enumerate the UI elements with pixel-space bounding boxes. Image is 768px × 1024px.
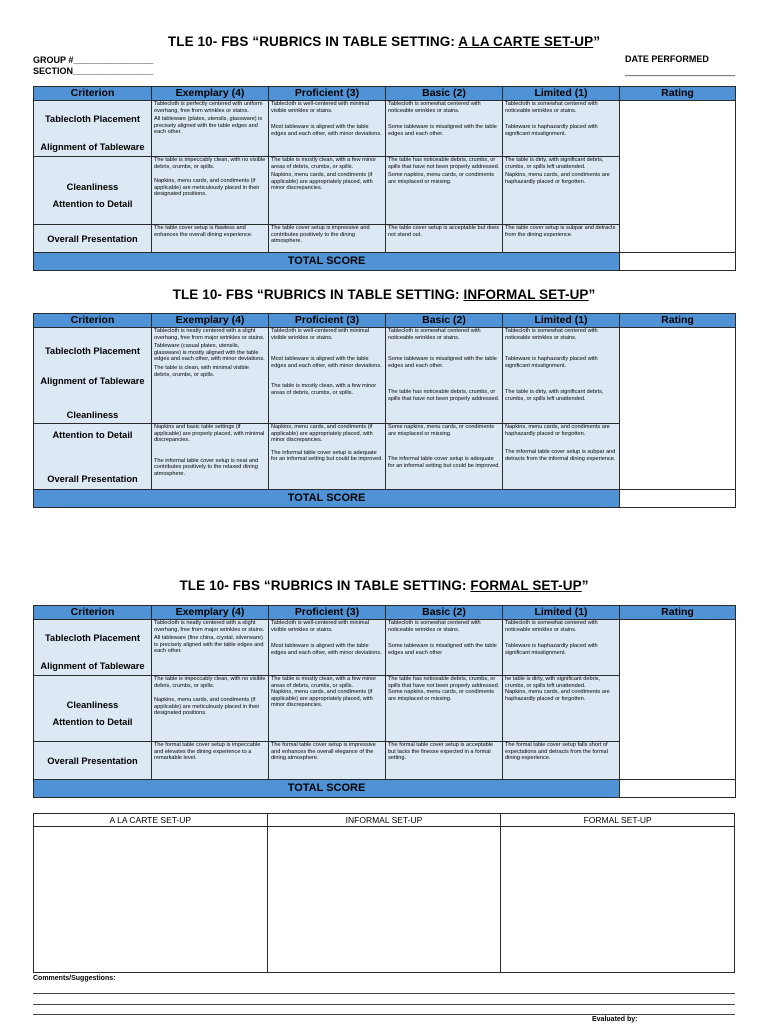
col-basic: Basic (2) — [386, 606, 503, 620]
descriptor: All tableware (plates, utensils, glassware) is precisely aligned with the table edges and each other. — [154, 116, 263, 136]
descriptor-cell — [152, 157, 269, 225]
header-row — [34, 814, 735, 827]
descriptor: Napkins, menu cards, and condiments (if applicable) are appropriately placed, with minor discrepancies. — [271, 172, 373, 192]
descriptor-cell — [269, 676, 386, 742]
rubric-table-informal — [33, 313, 736, 508]
col-criterion: Criterion — [34, 87, 152, 101]
section-label: SECTION________________ — [33, 66, 154, 76]
descriptor: Tableware is haphazardly placed with significant misalignment. — [505, 643, 598, 656]
descriptor: Tableware is haphazardly placed with significant misalignment. — [505, 124, 598, 137]
rubric1-title: TLE 10- FBS “RUBRICS IN TABLE SETTING: A LA CARTE SET-UP” — [167, 34, 601, 49]
table-row — [34, 827, 735, 973]
total-score-cell[interactable] — [620, 490, 736, 508]
descriptor: The informal table cover setup is neat and contributes positively to the relaxed dining atmosphere. — [154, 457, 259, 477]
descriptor: Most tableware is aligned with the table edges and each other, with minor deviations. — [271, 356, 382, 369]
descriptor: Napkins, menu cards, and condiments are haphazardly placed or forgotten. — [505, 424, 610, 437]
descriptor-cell — [152, 424, 269, 490]
criterion-label: Overall Presentation — [47, 755, 138, 766]
total-score-label: TOTAL SCORE — [34, 780, 620, 798]
descriptor: he table is dirty, with significant debris, crumbs, or spills left unattended. — [505, 676, 601, 689]
comments-label: Comments/Suggestions: — [33, 975, 116, 982]
descriptor: Some napkins, menu cards, or condiments are misplaced or missing. — [388, 689, 495, 702]
col-a-la-carte: A LA CARTE SET-UP — [34, 814, 268, 827]
descriptor: The table is impeccably clean, with no visible debris, crumbs, or spills. — [154, 157, 266, 170]
criterion-label: Attention to Detail — [52, 199, 133, 209]
descriptor: The formal table cover setup falls short of expectations and detracts from the formal dining experience. — [505, 742, 608, 762]
header-row — [34, 606, 736, 620]
descriptor: The table is dirty, with significant debris, crumbs, or spills left unattended. — [505, 157, 604, 170]
criterion-label: Cleanliness — [66, 182, 119, 192]
comment-line[interactable] — [33, 993, 735, 994]
descriptor: Napkins, menu cards, and condiments are haphazardly placed or forgotten. — [505, 172, 610, 185]
total-score-label: TOTAL SCORE — [34, 490, 620, 508]
total-score-row — [34, 490, 736, 508]
descriptor: The table is mostly clean, with a few minor areas of debris, crumbs, or spills. — [271, 383, 377, 396]
criterion-cell — [34, 676, 152, 742]
descriptor-cell — [152, 742, 269, 780]
descriptor: Tableware is haphazardly placed with significant misalignment. — [505, 356, 598, 369]
col-rating: Rating — [620, 314, 736, 328]
col-basic: Basic (2) — [386, 87, 503, 101]
total-score-cell[interactable] — [620, 780, 736, 798]
criterion-label: Overall Presentation — [47, 233, 138, 244]
total-score-label: TOTAL SCORE — [34, 253, 620, 271]
criterion-cell — [34, 328, 152, 424]
col-proficient: Proficient (3) — [269, 606, 386, 620]
criterion-label: Cleanliness — [66, 700, 119, 710]
descriptor-cell — [386, 225, 503, 253]
rating-cell[interactable] — [620, 620, 736, 780]
criterion-label: Tablecloth Placement — [45, 113, 140, 124]
descriptor: Tablecloth is somewhat centered with noticeable wrinkles or stains. — [388, 620, 481, 633]
descriptor: The informal table cover setup is subpar and detracts from the informal dining experience. — [505, 449, 616, 462]
descriptor-cell — [503, 424, 620, 490]
descriptor: Tableware (casual plates, utensils, glassware) is mostly aligned with the table edges and each other, with minor deviations. — [154, 343, 265, 363]
col-formal: FORMAL SET-UP — [501, 814, 735, 827]
criterion-label: Alignment of Tableware — [40, 141, 145, 152]
descriptor: The table has noticeable debris, crumbs, or spills that have not been properly addressed. — [388, 676, 500, 689]
descriptor: Napkins, menu cards, and condiments (if applicable) are appropriately placed, with minor discrepancies. — [271, 424, 373, 444]
col-exemplary: Exemplary (4) — [152, 87, 269, 101]
a-la-carte-box[interactable] — [34, 827, 268, 973]
criterion-label: Tablecloth Placement — [45, 345, 140, 356]
descriptor: Some tableware is misaligned with the table edges and each other. — [388, 124, 497, 137]
descriptor: The informal table cover setup is adequate for an informal setting but could be improved. — [388, 456, 500, 469]
descriptor-cell — [152, 101, 269, 157]
date-performed-blank: ______________________ — [625, 66, 736, 76]
descriptor-cell — [269, 101, 386, 157]
descriptor: Tablecloth is somewhat centered with noticeable wrinkles or stains. — [388, 101, 481, 114]
header-row — [34, 87, 736, 101]
descriptor: Tablecloth is neatly centered with a slight overhang, free from major wrinkles or stains. — [154, 620, 265, 633]
col-proficient: Proficient (3) — [269, 87, 386, 101]
descriptor-cell — [152, 676, 269, 742]
descriptor-cell — [503, 620, 620, 676]
evaluated-by-label: Evaluated by: — [592, 1016, 638, 1023]
descriptor-cell — [503, 676, 620, 742]
descriptor-cell — [386, 676, 503, 742]
date-performed-label: DATE PERFORMED — [625, 54, 709, 64]
criterion-cell — [34, 101, 152, 157]
col-informal: INFORMAL SET-UP — [267, 814, 501, 827]
descriptor: The table is impeccably clean, with no visible debris, crumbs, or spills. — [154, 676, 266, 689]
table-row — [34, 620, 736, 676]
criterion-cell — [34, 742, 152, 780]
descriptor: The formal table cover setup is acceptable but lacks the finesse expected in a formal setting. — [388, 742, 494, 762]
descriptor: Tablecloth is somewhat centered with noticeable wrinkles or stains. — [505, 328, 598, 341]
rubric3-title: TLE 10- FBS “RUBRICS IN TABLE SETTING: FORMAL SET-UP” — [179, 578, 589, 593]
descriptor: The formal table cover setup is impressive and enhances the overall elegance of the dining atmosphere. — [271, 742, 376, 762]
descriptor: All tableware (fine china, crystal, silverware) is precisely aligned with the table edges and each other. — [154, 635, 264, 655]
descriptor-cell — [386, 328, 503, 424]
rating-cell[interactable] — [620, 101, 736, 253]
rubric-table-a-la-carte — [33, 86, 736, 271]
total-score-row — [34, 780, 736, 798]
total-score-cell[interactable] — [620, 253, 736, 271]
descriptor-cell — [386, 742, 503, 780]
criterion-cell — [34, 225, 152, 253]
descriptor: Some napkins, menu cards, or condiments are misplaced or missing. — [388, 172, 495, 185]
descriptor: Tablecloth is well-centered with minimal visible wrinkles or stains. — [271, 328, 369, 341]
descriptor: The table has noticeable debris, crumbs, or spills that have not been properly addressed. — [388, 157, 500, 170]
descriptor: The formal table cover setup is impeccable and elevates the dining experience to a remarkable level. — [154, 742, 261, 762]
descriptor-cell — [503, 101, 620, 157]
descriptor: Some tableware is misaligned with the table edges and each other. — [388, 356, 497, 369]
descriptor: The table cover setup is subpar and detracts from the dining experience. — [505, 225, 616, 238]
descriptor: Tablecloth is neatly centered with a slight overhang, free from major wrinkles or stains. — [154, 328, 265, 341]
descriptor: The table cover setup is flawless and enhances the overall dining experience. — [154, 225, 253, 238]
descriptor-cell — [152, 225, 269, 253]
descriptor-cell — [386, 101, 503, 157]
descriptor: Tablecloth is well-centered with minimal visible wrinkles or stains. — [271, 101, 369, 114]
descriptor-cell — [152, 328, 269, 424]
descriptor: Some tableware is misaligned with the table edges and each other — [388, 643, 497, 656]
table-row — [34, 328, 736, 424]
descriptor: The table cover setup is acceptable but does not stand out. — [388, 225, 500, 238]
col-criterion: Criterion — [34, 606, 152, 620]
descriptor: Tablecloth is somewhat centered with noticeable wrinkles or stains. — [505, 101, 598, 114]
col-basic: Basic (2) — [386, 314, 503, 328]
descriptor: Tablecloth is perfectly centered with uniform overhang, free from wrinkles or stains. — [154, 101, 263, 114]
comment-line[interactable] — [33, 1014, 735, 1015]
table-row — [34, 101, 736, 157]
col-proficient: Proficient (3) — [269, 314, 386, 328]
rubric-table-formal — [33, 605, 736, 798]
col-limited: Limited (1) — [503, 87, 620, 101]
descriptor-cell — [503, 328, 620, 424]
descriptor: The table cover setup is impressive and contributes positively to the dining atmosphere. — [271, 225, 370, 245]
comment-line[interactable] — [33, 1004, 735, 1005]
criterion-label: Overall Presentation — [47, 473, 138, 484]
descriptor-cell — [503, 742, 620, 780]
descriptor: Most tableware is aligned with the table edges and each other, with minor deviations. — [271, 643, 382, 656]
descriptor: Tablecloth is somewhat centered with noticeable wrinkles or stains. — [388, 328, 481, 341]
descriptor-cell — [269, 424, 386, 490]
descriptor-cell — [503, 157, 620, 225]
criterion-label: Cleanliness — [66, 409, 119, 420]
descriptor-cell — [386, 424, 503, 490]
col-limited: Limited (1) — [503, 314, 620, 328]
rubric2-title: TLE 10- FBS “RUBRICS IN TABLE SETTING: INFORMAL SET-UP” — [172, 287, 596, 302]
descriptor: Most tableware is aligned with the table edges and each other, with minor deviations. — [271, 124, 382, 137]
col-exemplary: Exemplary (4) — [152, 606, 269, 620]
descriptor-cell — [269, 225, 386, 253]
descriptor: The table is mostly clean, with a few minor areas of debris, crumbs, or spills. — [271, 157, 377, 170]
descriptor-cell — [386, 620, 503, 676]
rating-cell[interactable] — [620, 328, 736, 490]
descriptor: Some napkins, menu cards, or condiments are misplaced or missing. — [388, 424, 495, 437]
criterion-cell — [34, 157, 152, 225]
descriptor: The table is mostly clean, with a few minor areas of debris, crumbs, or spills. — [271, 676, 377, 689]
descriptor-cell — [269, 742, 386, 780]
criterion-label: Alignment of Tableware — [40, 660, 145, 671]
col-rating: Rating — [620, 87, 736, 101]
group-label: GROUP #________________ — [33, 55, 154, 65]
col-limited: Limited (1) — [503, 606, 620, 620]
descriptor: Tablecloth is well-centered with minimal visible wrinkles or stains. — [271, 620, 369, 633]
descriptor: The table has noticeable debris, crumbs, or spills that have not been properly addressed. — [388, 389, 500, 402]
descriptor: Napkins and basic table settings (if applicable) are properly placed, with minimal discrepancies. — [154, 424, 265, 444]
formal-box[interactable] — [501, 827, 735, 973]
descriptor-cell — [269, 328, 386, 424]
descriptor: Napkins, menu cards, and condiments (if applicable) are meticulously placed in their designated positions. — [154, 697, 260, 717]
descriptor: The table is clean, with minimal visible debris, crumbs, or spills. — [154, 364, 249, 378]
informal-box[interactable] — [267, 827, 501, 973]
criterion-label: Alignment of Tableware — [40, 375, 145, 386]
descriptor-cell — [269, 157, 386, 225]
descriptor: Napkins, menu cards, and condiments are haphazardly placed or forgotten. — [505, 689, 610, 702]
setup-summary-table — [33, 813, 735, 973]
descriptor: The informal table cover setup is adequate for an informal setting but could be improved. — [271, 449, 383, 463]
descriptor: Napkins, menu cards, and condiments (if applicable) are meticulously placed in their designated positions. — [154, 178, 260, 198]
descriptor: The table is dirty, with significant debris, crumbs, or spills left unattended. — [505, 389, 604, 402]
criterion-label: Attention to Detail — [52, 429, 133, 440]
descriptor: Tablecloth is somewhat centered with noticeable wrinkles or stains. — [505, 620, 598, 633]
col-exemplary: Exemplary (4) — [152, 314, 269, 328]
descriptor-cell — [503, 225, 620, 253]
descriptor-cell — [386, 157, 503, 225]
descriptor-cell — [152, 620, 269, 676]
criterion-cell — [34, 620, 152, 676]
criterion-label: Attention to Detail — [52, 717, 133, 727]
total-score-row — [34, 253, 736, 271]
criterion-label: Tablecloth Placement — [45, 632, 140, 643]
col-criterion: Criterion — [34, 314, 152, 328]
descriptor: Napkins, menu cards, and condiments (if applicable) are appropriately placed, with minor discrepancies. — [271, 689, 373, 709]
header-row — [34, 314, 736, 328]
criterion-cell — [34, 424, 152, 490]
col-rating: Rating — [620, 606, 736, 620]
descriptor-cell — [269, 620, 386, 676]
